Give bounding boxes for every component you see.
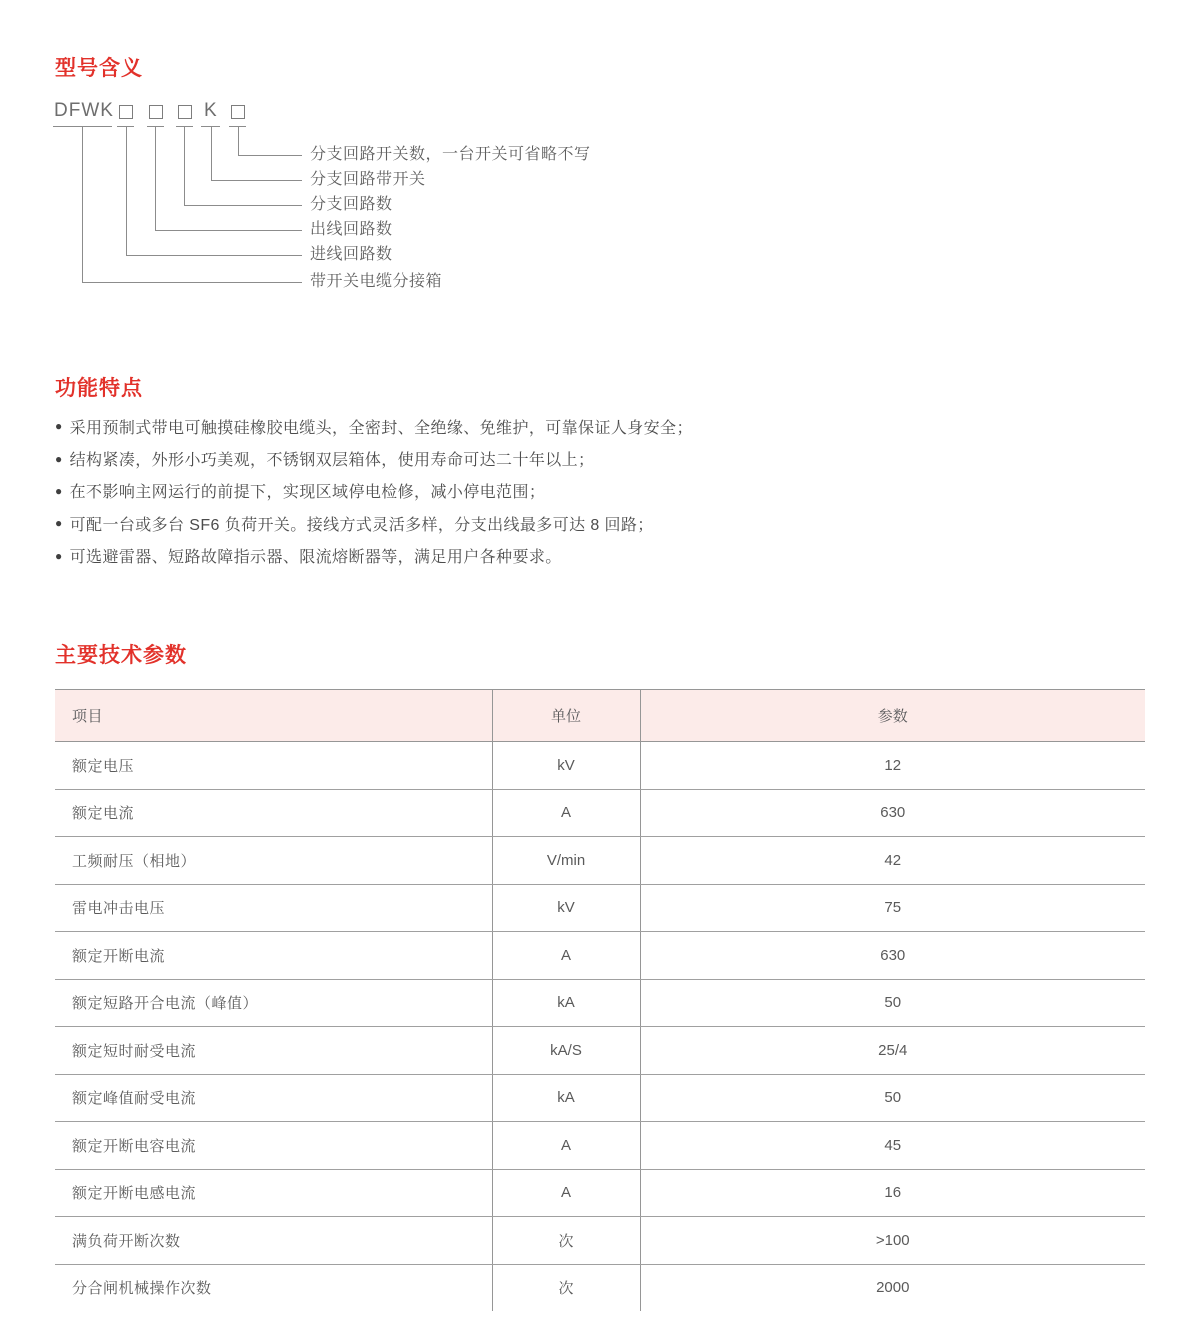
cell-item: 额定电压 (55, 742, 492, 790)
cell-unit: kA (492, 1074, 640, 1122)
diagram-connector-line (126, 255, 302, 256)
cell-item: 额定开断电容电流 (55, 1122, 492, 1170)
cell-item: 额定短时耐受电流 (55, 1027, 492, 1075)
feature-text: 采用预制式带电可触摸硅橡胶电缆头，全密封、全绝缘、免维护，可靠保证人身安全； (69, 419, 693, 437)
cell-item: 额定电流 (55, 789, 492, 837)
diagram-connector-line (211, 180, 302, 181)
cell-unit: kA (492, 979, 640, 1027)
diagram-label-branch-circuits: 分支回路数 (310, 196, 393, 213)
diagram-label-branch-switch-count: 分支回路开关数，一台开关可省略不写 (310, 146, 591, 163)
table-row (55, 1122, 1145, 1170)
bullet-icon: ● (55, 419, 63, 434)
cell-unit: kV (492, 742, 640, 790)
cell-value: 50 (640, 979, 1145, 1027)
cell-value: 12 (640, 742, 1145, 790)
diagram-connector-line (82, 126, 83, 283)
feature-text: 结构紧凑，外形小巧美观，不锈钢双层箱体，使用寿命可达二十年以上； (69, 452, 595, 470)
table-row (55, 1027, 1145, 1075)
table-row (55, 1169, 1145, 1217)
cell-value: 50 (640, 1074, 1145, 1122)
header-item: 项目 (55, 690, 492, 742)
diagram-connector-line (155, 126, 156, 231)
diagram-connector-line (184, 126, 185, 205)
table-row (55, 932, 1145, 980)
table-row (55, 837, 1145, 885)
features-list (55, 410, 1055, 572)
cell-value: 630 (640, 932, 1145, 980)
feature-item (55, 475, 1055, 507)
model-k-text: K (204, 100, 217, 121)
feature-item (55, 507, 1055, 539)
cell-item: 额定开断电流 (55, 932, 492, 980)
diagram-connector-line (238, 155, 302, 156)
cell-item: 满负荷开断次数 (55, 1217, 492, 1265)
diagram-label-incoming-circuits: 进线回路数 (310, 246, 393, 263)
cell-unit: 次 (492, 1217, 640, 1265)
cell-unit: A (492, 932, 640, 980)
cell-value: 16 (640, 1169, 1145, 1217)
diagram-connector-line (184, 205, 302, 206)
cell-unit: kA/S (492, 1027, 640, 1075)
cell-item: 工频耐压（相地） (55, 837, 492, 885)
table-row (55, 742, 1145, 790)
cell-item: 额定短路开合电流（峰值） (55, 979, 492, 1027)
cell-item: 雷电冲击电压 (55, 884, 492, 932)
diagram-label-outgoing-circuits: 出线回路数 (310, 221, 393, 238)
bullet-icon: ● (55, 548, 63, 563)
feature-item (55, 442, 1055, 474)
cell-value: >100 (640, 1217, 1145, 1265)
cell-unit: 次 (492, 1264, 640, 1311)
cell-item: 分合闸机械操作次数 (55, 1264, 492, 1311)
feature-item (55, 540, 1055, 572)
cell-value: 42 (640, 837, 1145, 885)
cell-value: 25/4 (640, 1027, 1145, 1075)
diagram-connector-line (155, 230, 302, 231)
cell-item: 额定峰值耐受电流 (55, 1074, 492, 1122)
cell-value: 630 (640, 789, 1145, 837)
diagram-connector-line (82, 282, 302, 283)
table-row (55, 979, 1145, 1027)
cell-value: 45 (640, 1122, 1145, 1170)
cell-unit: kV (492, 884, 640, 932)
model-placeholder-box-5 (231, 105, 245, 119)
cell-unit: A (492, 1169, 640, 1217)
diagram-label-cable-branch-box: 带开关电缆分接箱 (310, 273, 443, 290)
cell-value: 2000 (640, 1264, 1145, 1311)
feature-item (55, 410, 1055, 442)
diagram-label-branch-with-switch: 分支回路带开关 (310, 171, 426, 188)
feature-text: 可选避雷器、短路故障指示器、限流熔断器等，满足用户各种要求。 (69, 549, 562, 567)
model-prefix-text: DFWK (54, 100, 114, 121)
cell-unit: V/min (492, 837, 640, 885)
cell-value: 75 (640, 884, 1145, 932)
header-value: 参数 (640, 690, 1145, 742)
table-row (55, 1264, 1145, 1311)
diagram-connector-line (238, 126, 239, 155)
diagram-connector-line (211, 126, 212, 180)
bullet-icon: ● (55, 516, 63, 531)
header-unit: 单位 (492, 690, 640, 742)
table-row (55, 884, 1145, 932)
table-row (55, 1074, 1145, 1122)
cell-item: 额定开断电感电流 (55, 1169, 492, 1217)
features-heading: 功能特点 (55, 377, 143, 400)
table-row (55, 789, 1145, 837)
table-row (55, 1217, 1145, 1265)
feature-text: 可配一台或多台 SF6 负荷开关。接线方式灵活多样，分支出线最多可达 8 回路； (69, 516, 654, 534)
diagram-connector-line (126, 126, 127, 256)
parameters-heading: 主要技术参数 (55, 644, 187, 667)
bullet-icon: ● (55, 483, 63, 498)
model-placeholder-box-3 (178, 105, 192, 119)
model-diagram (0, 0, 1200, 330)
model-placeholder-box-1 (119, 105, 133, 119)
bullet-icon: ● (55, 451, 63, 466)
model-meaning-heading: 型号含义 (55, 57, 143, 80)
cell-unit: A (492, 789, 640, 837)
model-placeholder-box-2 (149, 105, 163, 119)
table-header-row (55, 690, 1145, 742)
cell-unit: A (492, 1122, 640, 1170)
feature-text: 在不影响主网运行的前提下，实现区域停电检修，减小停电范围； (69, 484, 546, 502)
parameters-table (55, 689, 1145, 1311)
